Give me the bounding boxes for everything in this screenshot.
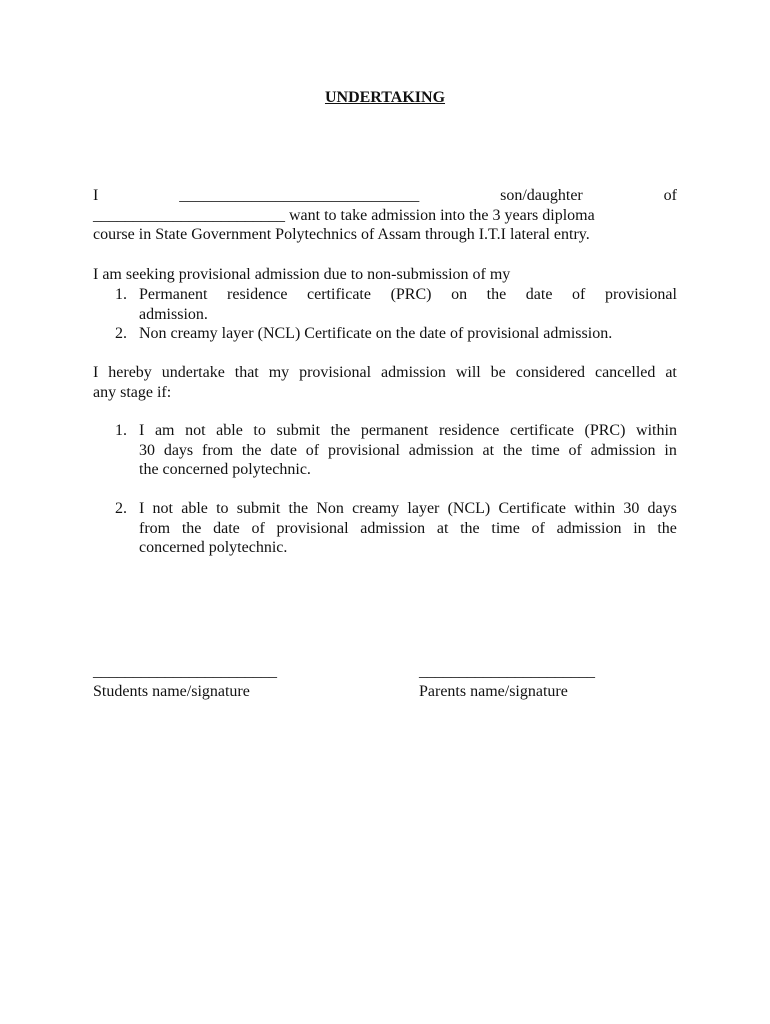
- intro-word: son/daughter: [500, 187, 583, 204]
- word: days: [163, 441, 194, 459]
- name-blank: ______________________________: [179, 187, 420, 204]
- word: residence: [438, 422, 500, 439]
- word: be: [490, 364, 506, 381]
- list-item: [93, 285, 677, 324]
- word: considered: [515, 364, 586, 381]
- word: date: [270, 441, 297, 459]
- word: of: [251, 519, 265, 537]
- list-item-line: Non creamy layer (NCL) Certificate on the date of provisional admission.: [139, 325, 613, 343]
- list-item: [93, 324, 677, 344]
- word: (PRC): [390, 286, 432, 303]
- word: the: [288, 500, 309, 517]
- word: from: [201, 441, 234, 459]
- word: am: [154, 422, 175, 439]
- word: creamy: [352, 500, 400, 517]
- word: permanent: [360, 422, 429, 439]
- word: 30: [139, 441, 155, 459]
- intro-line-3: course in State Government Polytechnics of Assam through I.T.I lateral entry.: [93, 226, 590, 244]
- word: the: [241, 441, 262, 459]
- list-item: [93, 421, 677, 480]
- word: I: [139, 422, 145, 439]
- word: layer: [407, 500, 440, 517]
- word: certificate: [307, 286, 371, 303]
- list-number: 2.: [115, 500, 127, 517]
- word: residence: [227, 286, 288, 303]
- list-item-line: admission.: [139, 305, 208, 323]
- parent-signature-line: ______________________: [419, 663, 595, 680]
- word: the: [460, 519, 480, 537]
- word: provisional: [276, 519, 349, 537]
- word: Certificate: [498, 500, 566, 517]
- word: time: [491, 519, 520, 537]
- word: on: [451, 286, 468, 303]
- word: submit: [276, 422, 321, 439]
- word: undertake: [161, 364, 225, 381]
- word: date: [525, 286, 553, 303]
- list-item-line: the concerned polytechnic.: [139, 461, 311, 479]
- word: of: [531, 519, 545, 537]
- student-signature-label: Students name/signature: [93, 683, 250, 700]
- condition-list: [93, 421, 677, 480]
- undertake-paragraph: [93, 363, 677, 402]
- word: that: [234, 364, 259, 381]
- word: time: [531, 441, 560, 459]
- word: provisional: [299, 364, 372, 381]
- intro-line-1: [93, 186, 677, 206]
- word: at: [482, 441, 495, 459]
- word: in: [633, 519, 646, 537]
- word: provisional: [604, 286, 677, 303]
- parent-signature-label: Parents name/signature: [419, 683, 568, 700]
- list-number: 1.: [115, 422, 127, 439]
- word: the: [486, 286, 507, 303]
- seeking-lead: I am seeking provisional admission due to non-submission of my: [93, 266, 511, 283]
- word: admission: [590, 441, 656, 459]
- intro-paragraph: [93, 186, 677, 245]
- intro-word: of: [663, 187, 677, 204]
- list-number: 1.: [115, 286, 127, 303]
- word: admission: [381, 364, 446, 381]
- word: (PRC): [584, 422, 626, 439]
- word: of: [572, 286, 586, 303]
- undertake-line-2: any stage if:: [93, 383, 172, 401]
- list-item: [93, 499, 677, 558]
- list-item-line: [139, 519, 677, 539]
- seeking-list: [93, 285, 677, 344]
- list-item-line: [139, 421, 677, 441]
- word: admission: [360, 519, 426, 537]
- word: Non: [316, 500, 344, 517]
- word: provisional: [327, 441, 400, 459]
- word: the: [657, 519, 677, 537]
- list-item-line: concerned polytechnic.: [139, 539, 288, 557]
- student-signature-line: _______________________: [93, 663, 277, 680]
- word: in: [664, 441, 677, 459]
- word: within: [636, 422, 677, 439]
- list-item-line: [139, 285, 677, 305]
- list-number: 2.: [115, 325, 127, 343]
- intro-word: I: [93, 187, 99, 204]
- word: at: [665, 364, 677, 381]
- word: of: [568, 441, 582, 459]
- word: to: [253, 422, 266, 439]
- word: the: [181, 519, 202, 537]
- word: the: [330, 422, 351, 439]
- word: submit: [236, 500, 281, 517]
- word: admission: [556, 519, 622, 537]
- word: admission: [408, 441, 474, 459]
- intro-line-2: ________________________ want to take admission into the 3 years diploma: [93, 206, 595, 224]
- word: (NCL): [447, 500, 491, 517]
- word: I: [139, 500, 145, 517]
- seeking-paragraph: [93, 265, 677, 285]
- document-title: UNDERTAKING: [324, 89, 446, 106]
- word: Permanent: [139, 286, 208, 303]
- word: not: [185, 422, 206, 439]
- word: able: [181, 500, 208, 517]
- word: of: [305, 441, 320, 459]
- word: to: [216, 500, 229, 517]
- word: able: [216, 422, 243, 439]
- word: my: [268, 364, 290, 381]
- list-item-line: [139, 499, 677, 519]
- student-signature-block: [93, 662, 277, 702]
- parent-signature-block: [419, 662, 595, 702]
- word: cancelled: [594, 364, 656, 381]
- word: will: [455, 364, 481, 381]
- word: I: [93, 364, 99, 381]
- list-item-line: [139, 441, 677, 461]
- undertake-line-1: [93, 363, 677, 383]
- word: the: [502, 441, 523, 459]
- word: certificate: [509, 422, 574, 439]
- word: not: [152, 500, 173, 517]
- word: days: [647, 500, 677, 517]
- word: at: [436, 519, 449, 537]
- word: from: [139, 519, 171, 537]
- word: within: [574, 500, 616, 517]
- condition-list: [93, 499, 677, 558]
- word: date: [213, 519, 240, 537]
- word: hereby: [108, 364, 152, 381]
- word: 30: [623, 500, 640, 517]
